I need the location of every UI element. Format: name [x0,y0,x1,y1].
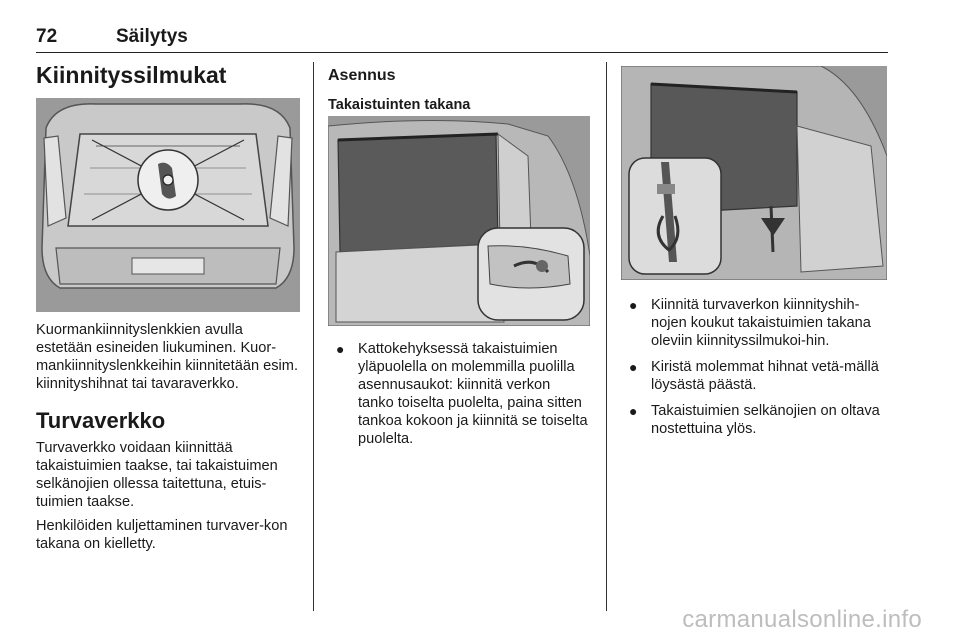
list-item-text: Kiristä molemmat hihnat vetä-mällä löysästä päästä. [651,359,879,393]
rear-seat-net-installation-illustration [328,116,590,326]
subheading-takaistuinten-takana: Takaistuinten takana [328,97,471,113]
section-heading-kiinnityssilmukat: Kiinnityssilmukat [36,62,227,88]
list-item-text: Kiinnitä turvaverkon kiinnityshih-nojen koukut takaistuimien takana oleviin kiinnityssilmukoi-hin. [651,297,871,349]
strap-steps-list [621,296,887,438]
bullet-icon: ● [629,297,638,313]
list-item [621,402,887,438]
list-item [621,358,887,394]
page-number: 72 [36,26,58,47]
list-item [328,340,590,448]
page-header [36,26,888,53]
strap-hook-illustration [621,66,887,280]
paragraph-lashing-eyes: Kuormankiinnityslenkkien avulla estetään esineiden liukuminen. Kuor-mankiinnityslenkkeihin kiinnitetään esim. kiinnityshihnat tai tavaraverkko. [36,322,299,392]
section-heading-turvaverkko: Turvaverkko [36,408,166,433]
column-1 [36,60,300,553]
column-divider-2 [606,62,607,611]
column-2 [328,60,590,456]
watermark: carmanualsonline.info [682,606,922,633]
list-item [621,296,887,350]
list-item-text: Kattokehyksessä takaistuimien yläpuolella on molemmilla puolilla asennusaukot: kiinnitä verkon tanko toiselta puolelta, paina sitten tankoa kokoon ja kiinnitä se toiselta puolelta. [358,341,588,447]
paragraph-safety-net-warning: Henkilöiden kuljettaminen turvaver-kon takana on kielletty. [36,518,288,552]
chapter-title: Säilytys [116,26,188,47]
installation-steps-list [328,340,590,448]
bullet-icon: ● [629,359,638,375]
bullet-icon: ● [336,341,345,357]
cargo-area-illustration [36,98,300,312]
bullet-icon: ● [629,403,638,419]
list-item-text: Takaistuimien selkänojien on oltava nostettuina ylös. [651,403,880,437]
section-heading-asennus: Asennus [328,67,396,84]
paragraph-safety-net: Turvaverkko voidaan kiinnittää takaistuimien taakse, tai takaistuimen selkänojien ollessa taitettuna, etuis-tuimien taakse. [36,440,278,510]
column-divider-1 [313,62,314,611]
column-3 [621,60,887,446]
